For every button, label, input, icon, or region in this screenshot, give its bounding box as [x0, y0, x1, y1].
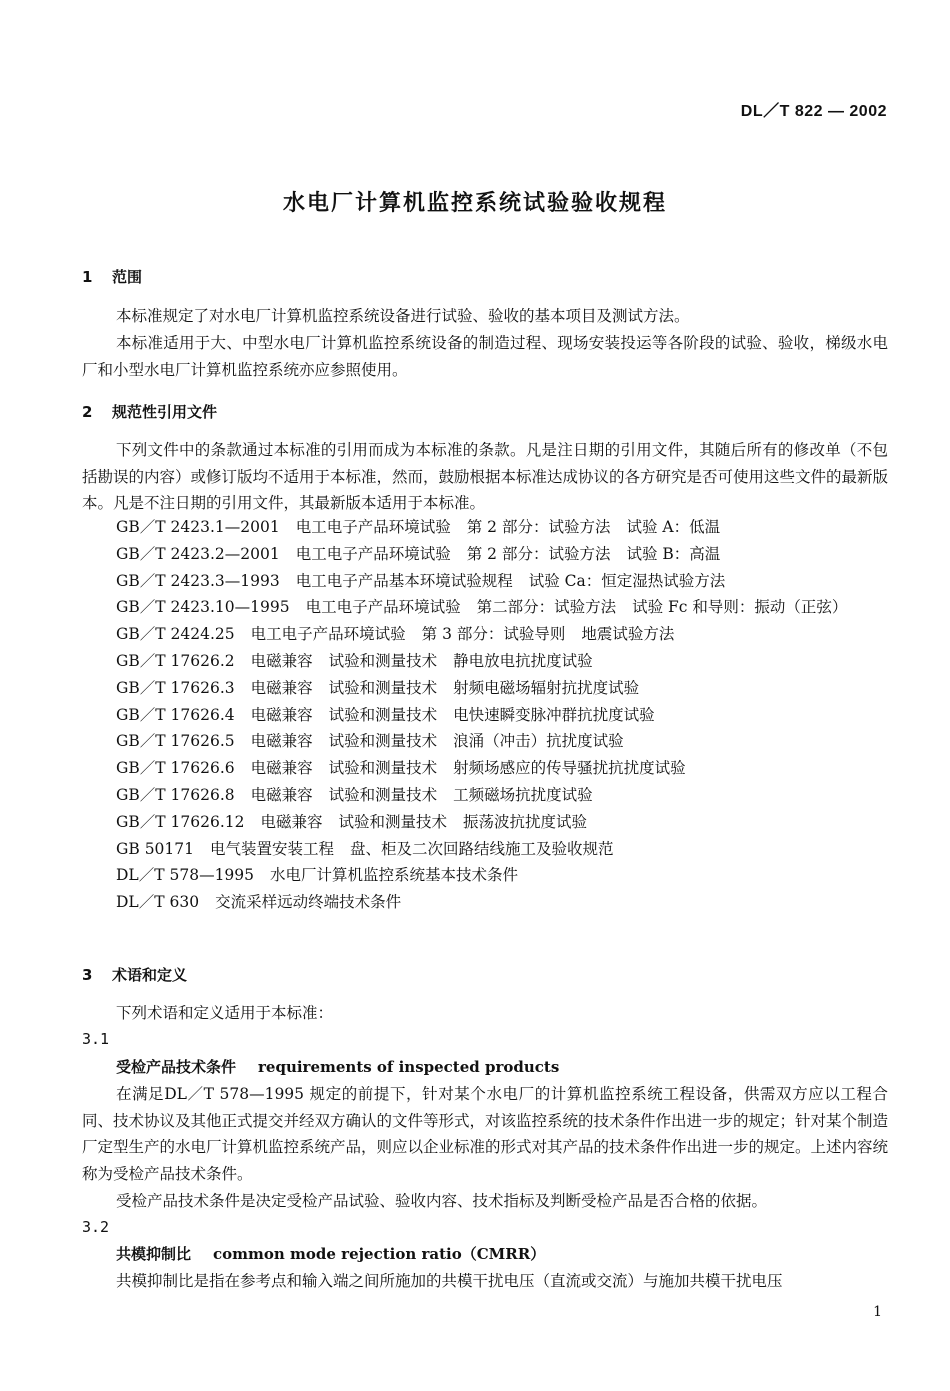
term-heading: [116, 1243, 545, 1264]
terms-intro-paragraph: 下列术语和定义适用于本标准：: [116, 1004, 334, 1022]
reference-code: GB 50171: [116, 839, 195, 858]
reference-title-part: 电磁兼容: [250, 732, 313, 751]
reference-title-part: 第 3 部分：试验导则: [421, 625, 566, 644]
reference-title-part: 水电厂计算机监控系统基本技术条件: [270, 866, 519, 885]
term-3-1-paragraph-2: 受检产品技术条件是决定受检产品试验、验收内容、技术指标及判断受检产品是否合格的依据。: [116, 1192, 768, 1210]
reference-title-part: 电气装置安装工程: [210, 839, 335, 858]
reference-title-part: 电工电子产品环境试验: [295, 518, 451, 536]
reference-item: [116, 541, 888, 568]
term-name-zh: 受检产品技术条件: [116, 1058, 237, 1076]
reference-title-part: 试验和测量技术: [328, 705, 438, 724]
reference-code: GB／T 2423.10—1995: [116, 598, 290, 617]
section-title: 术语和定义: [112, 966, 188, 984]
reference-item: [116, 648, 888, 675]
reference-title-part: 试验 Ca：恒定湿热试验方法: [528, 571, 726, 590]
term-3-2-paragraph-1: 共模抑制比是指在参考点和输入端之间所施加的共模干扰电压（直流或交流）与施加共模干扰电压: [116, 1272, 783, 1290]
reference-title-part: 试验 A：低温: [626, 518, 721, 536]
term-name-zh: 共模抑制比: [116, 1245, 192, 1263]
reference-list: [116, 514, 888, 916]
reference-title-part: 电磁兼容: [250, 759, 313, 778]
reference-code: GB／T 17626.2: [116, 651, 235, 670]
reference-item: [116, 514, 888, 541]
reference-item: [116, 594, 888, 621]
section-number: 3: [82, 966, 93, 984]
document-title: 水电厂计算机监控系统试验验收规程: [282, 191, 667, 216]
reference-item: [116, 621, 888, 648]
reference-title-part: 电磁兼容: [250, 705, 313, 724]
reference-title-part: 试验和测量技术: [338, 812, 448, 831]
term-number: 3.1: [82, 1030, 110, 1048]
reference-title-part: 电磁兼容: [250, 785, 313, 804]
reference-code: GB／T 17626.8: [116, 785, 235, 804]
reference-title-part: 第 2 部分：试验方法: [466, 518, 611, 536]
reference-code: GB／T 17626.6: [116, 759, 235, 778]
section-3-heading: [82, 964, 187, 985]
reference-item: [116, 836, 888, 863]
reference-code: GB／T 2423.2—2001: [116, 544, 280, 563]
reference-title-part: 电工电子产品环境试验: [305, 598, 461, 617]
reference-item: [116, 782, 888, 809]
reference-code: GB／T 2423.3—1993: [116, 571, 280, 590]
reference-title-part: 地震试验方法: [581, 625, 675, 644]
section-number: 2: [82, 403, 93, 421]
standard-code: DL／T 822 — 2002: [740, 103, 887, 120]
reference-title-part: 射频电磁场辐射抗扰度试验: [453, 678, 640, 697]
reference-item: [116, 568, 888, 595]
term-heading: [116, 1056, 559, 1077]
reference-item: [116, 809, 888, 836]
term-3-1-paragraph-1: 在满足DL／T 578—1995 规定的前提下，针对某个水电厂的计算机监控系统工程设备，供需双方应以工程合同、技术协议及其他正式提交并经双方确认的文件等形式，对该监控系统的技术条件作出进一步的规定；针对某个制造厂定型生产的水电厂计算机监控系统产品，则应以企业标准的形式对其产品的技术条件作出进一步的规定。上述内容统称为受检产品技术条件。: [82, 1085, 889, 1183]
reference-title-part: 电磁兼容: [260, 812, 323, 831]
reference-title-part: 试验和测量技术: [328, 732, 438, 751]
section-title: 规范性引用文件: [112, 403, 218, 421]
page-number: 1: [873, 1304, 882, 1320]
reference-title-part: 工频磁场抗扰度试验: [453, 785, 593, 804]
reference-item: [116, 889, 888, 916]
term-name-en: requirements of inspected products: [258, 1058, 560, 1076]
references-intro-paragraph: 下列文件中的条款通过本标准的引用而成为本标准的条款。凡是注日期的引用文件，其随后所有的修改单（不包括勘误的内容）或修订版均不适用于本标准，然而，鼓励根据本标准达成协议的各方研究是否可使用这些文件的最新版本。凡是不注日期的引用文件，其最新版本适用于本标准。: [82, 441, 889, 512]
reference-title-part: 试验和测量技术: [328, 759, 438, 778]
reference-title-part: 试验和测量技术: [328, 651, 438, 670]
reference-item: [116, 702, 888, 729]
section-title: 范围: [112, 268, 143, 286]
reference-title-part: 电工电子产品环境试验: [250, 625, 406, 644]
scope-paragraph-1: 本标准规定了对水电厂计算机监控系统设备进行试验、验收的基本项目及测试方法。: [116, 307, 690, 325]
reference-item: [116, 862, 888, 889]
reference-title-part: 电工电子产品环境试验: [295, 544, 451, 563]
reference-code: GB／T 17626.3: [116, 678, 235, 697]
reference-title-part: 电磁兼容: [250, 678, 313, 697]
term-number: 3.2: [82, 1218, 110, 1236]
reference-item: [116, 755, 888, 782]
section-1-heading: [82, 266, 142, 287]
reference-title-part: 试验 Fc 和导则：振动（正弦）: [632, 598, 848, 617]
reference-code: DL／T 630: [116, 893, 200, 912]
reference-title-part: 盘、柜及二次回路结线施工及验收规范: [350, 839, 614, 858]
reference-title-part: 电磁兼容: [250, 651, 313, 670]
reference-title-part: 电快速瞬变脉冲群抗扰度试验: [453, 705, 655, 724]
section-2-heading: [82, 401, 217, 422]
reference-title-part: 第 2 部分：试验方法: [466, 544, 611, 563]
scope-paragraph-2: 本标准适用于大、中型水电厂计算机监控系统设备的制造过程、现场安装投运等各阶段的试验、验收，梯级水电厂和小型水电厂计算机监控系统亦应参照使用。: [82, 334, 888, 379]
reference-title-part: 第二部分：试验方法: [476, 598, 617, 617]
reference-title-part: 静电放电抗扰度试验: [453, 651, 593, 670]
reference-title-part: 试验和测量技术: [328, 785, 438, 804]
reference-title-part: 浪涌（冲击）抗扰度试验: [453, 732, 624, 751]
reference-code: DL／T 578—1995: [116, 866, 255, 885]
reference-title-part: 振荡波抗扰度试验: [463, 812, 588, 831]
reference-title-part: 电工电子产品基本环境试验规程: [295, 571, 513, 590]
reference-code: GB／T 17626.5: [116, 732, 235, 751]
reference-code: GB／T 17626.4: [116, 705, 235, 724]
reference-item: [116, 728, 888, 755]
reference-code: GB／T 2423.1—2001: [116, 518, 280, 536]
reference-title-part: 交流采样远动终端技术条件: [215, 893, 402, 912]
reference-item: [116, 675, 888, 702]
reference-title-part: 射频场感应的传导骚扰抗扰度试验: [453, 759, 686, 778]
reference-code: GB／T 17626.12: [116, 812, 245, 831]
section-number: 1: [82, 268, 93, 286]
reference-title-part: 试验 B：高温: [626, 544, 721, 563]
reference-code: GB／T 2424.25: [116, 625, 235, 644]
reference-title-part: 试验和测量技术: [328, 678, 438, 697]
term-name-en: common mode rejection ratio（CMRR）: [213, 1245, 546, 1263]
